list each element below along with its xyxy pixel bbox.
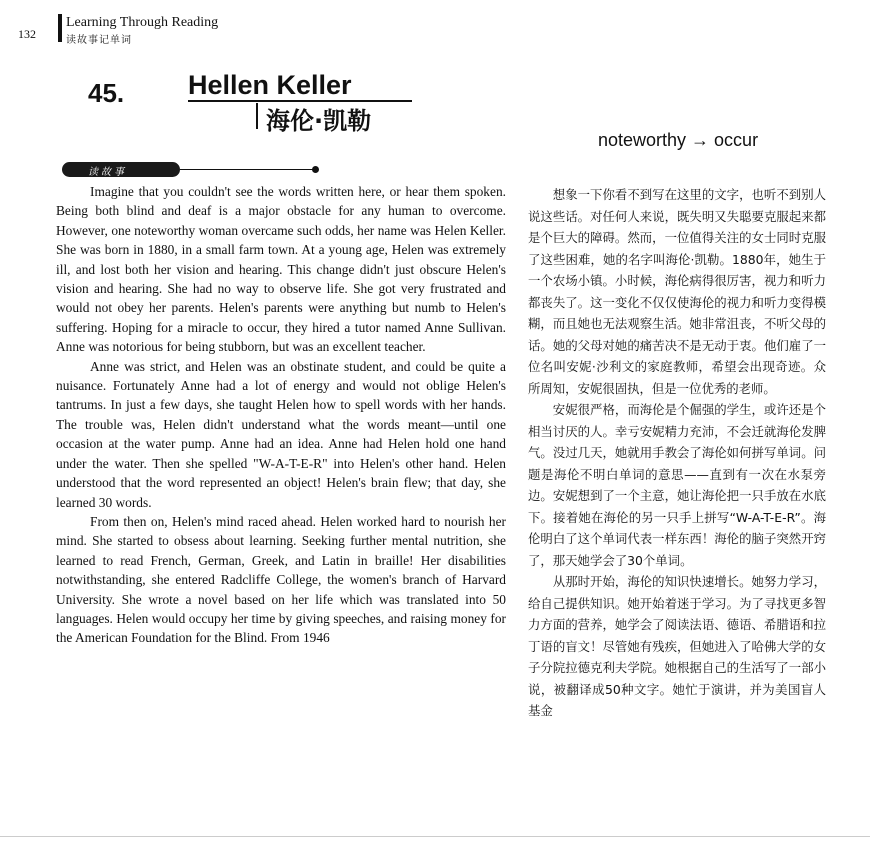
chinese-paragraph: 安妮很严格，而海伦是个倔强的学生，或许还是个相当讨厌的人。幸亏安妮精力充沛，不会迁就海伦发脾气。没过几天，她就用手教会了海伦如何拼写单词。问题是海伦不明白单词的意思——直到有一次在水泵旁边。安妮想到了一个主意，她让海伦把一只手放在水底下。接着她在海伦的另一只手上拼写“W-A-T-E-R”。海伦明白了这个单词代表一样东西！海伦的脑子突然开窍了，那天她学会了30个单词。 bbox=[528, 402, 826, 568]
chinese-paragraph: 从那时开始，海伦的知识快速增长。她努力学习，给自己提供知识。她开始着迷于学习。为了寻找更多智力方面的营养，她学会了阅读法语、德语、希腊语和拉丁语的盲文！尽管她有残疾，但她进入了哈佛大学的女子分院拉德克利夫学院。她根据自己的生活写了一部小说，被翻译成50种文字。她忙于演讲，并为美国盲人基金 bbox=[528, 574, 826, 718]
title-divider bbox=[256, 103, 258, 129]
page-bottom-edge bbox=[0, 836, 870, 837]
page-number: 132 bbox=[18, 27, 36, 41]
chinese-paragraph: 想象一下你看不到写在这里的文字，也听不到别人说这些话。对任何人来说，既失明又失聪要克服起来都是个巨大的障碍。然而，一位值得关注的女士同时克服了这些困难，她的名字叫海伦·凯勒。1880年，她生于一个农场小镇。小时候，海伦病得很厉害，视力和听力都丧失了。这一变化不仅仅使海伦的视力和听力变得模糊，而且她也无法观察生活。她非常沮丧，不听父母的话。她的父母对她的痛苦决不是无动于衷。他们雇了一位名叫安妮·沙利文的家庭教师，希望会出现奇迹。众所周知，安妮很固执，但是一位优秀的老师。 bbox=[528, 187, 826, 396]
series-subtitle: 读故事记单词 bbox=[66, 35, 132, 46]
series-title: Learning Through Reading bbox=[66, 15, 219, 30]
lesson-title-en: Hellen Keller bbox=[188, 70, 352, 100]
lesson-title-zh: 海伦·凯勒 bbox=[266, 107, 372, 135]
chinese-translation bbox=[528, 184, 826, 722]
header-bar bbox=[58, 14, 62, 42]
section-tag-dot bbox=[312, 166, 319, 173]
section-tag-line bbox=[180, 169, 314, 170]
english-story bbox=[56, 182, 506, 648]
section-tag-label: 读故事 bbox=[88, 167, 127, 178]
word-range: noteworthy → occur bbox=[598, 130, 759, 150]
lesson-number: 45. bbox=[88, 78, 125, 108]
english-paragraph: Imagine that you couldn't see the words written here, or hear them spoken. Being both blind and deaf is a major obstacle for any human to overcome. However, one noteworthy woman overcame such odds, her name was Helen Keller. She was born in 1880, in a small farm town. At a young age, Helen was extremely ill, and lost both her vision and hearing. This change didn't just obscure Helen's vision and hearing. She had no way to observe life. She got very frustrated and would not obey her parents. Helen's parents were anything but numb to Helen's suffering. Hoping for a miracle to occur, they hired a tutor named Anne Sullivan. Anne was notorious for being stubborn, but was an excellent teacher. bbox=[56, 184, 506, 355]
english-paragraph: From then on, Helen's mind raced ahead. Helen worked hard to nourish her mind. She started to obsess about learning. Seeking further mental nutrition, she learned to read French, German, Greek, and Latin in braille! Her disabilities notwithstanding, she entered Radcliffe College, the women's branch of Harvard University. She wrote a novel based on her life which was translated into 50 languages. Helen would occupy her time by giving speeches, and raising money for the American Foundation for the Blind. From 1946 bbox=[56, 513, 506, 646]
english-paragraph: Anne was strict, and Helen was an obstinate student, and could be quite a nuisance. Fortunately Anne had a lot of energy and would not oblige Helen's tantrums. In just a few days, she taught Helen how to spell words with her hands. The trouble was, Helen didn't understand what the words meant—until one occasion at the water pump. Anne had an idea. Anne had Helen hold one hand under the water. Then she spelled "W-A-T-E-R" into Helen's other hand. Helen understood that the word represented an object! Helen's brain flew; that day, she learned 30 words. bbox=[56, 358, 506, 510]
